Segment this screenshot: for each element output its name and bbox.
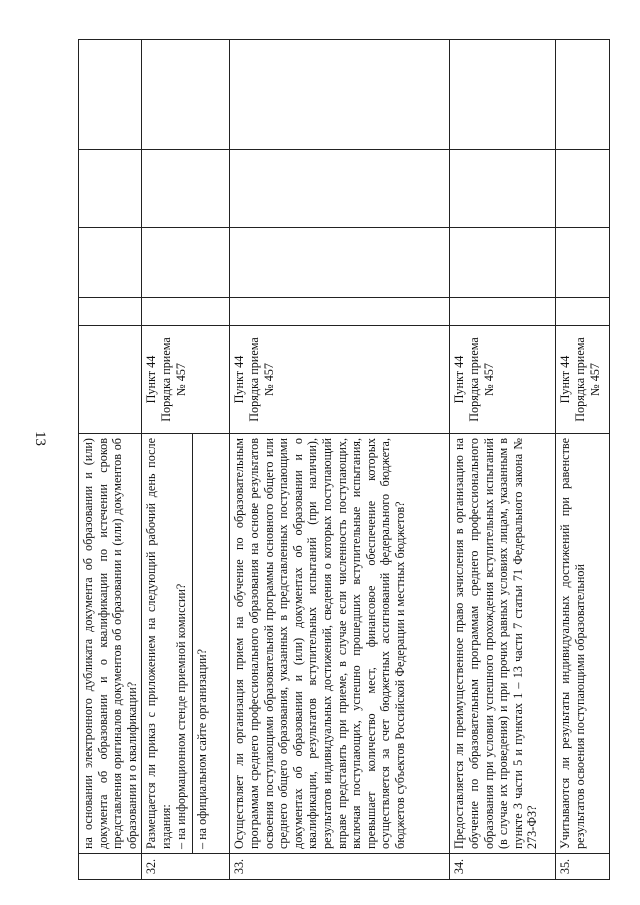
question-main: Размещается ли приказ с приложением на следующий рабочий день после издания: [144, 438, 173, 849]
answer-cell [142, 150, 230, 228]
legal-reference [556, 326, 610, 434]
checklist-table [78, 39, 610, 880]
ref-line: Порядка приема № 457 [246, 337, 276, 422]
answer-cell [450, 298, 556, 326]
notes-cell [450, 40, 556, 150]
row-number: 33. [230, 854, 450, 880]
ref-line: Пункт 44 [452, 355, 467, 404]
notes-cell [556, 40, 610, 150]
table-row [79, 40, 142, 880]
answer-cell [556, 298, 610, 326]
question-text: на основании электронного дубликата документа об образовании и (или) документа об образовании и о квалификации по истечении сроков представления оригиналов документов об образовании и (или) документов об образовании и о квалификации? [79, 434, 142, 854]
legal-reference [450, 326, 556, 434]
answer-cell [230, 298, 450, 326]
row-number: 35. [556, 854, 610, 880]
ref-line: Порядка приема № 457 [466, 337, 496, 422]
rotated-page [78, 40, 608, 880]
question-text: Предоставляется ли преимущественное право зачисления в организацию на обучение по образовательным программам среднего профессионального образования при условии успешного прохождения вступительных испытаний (в случае их проведения) и при прочих равных условиях лицам, указанным в пункте 3 части 5 и пунктах 1 – 13 части 7 статьи 71 Федерального закона № 273-ФЗ? [450, 434, 556, 854]
row-number: 34. [450, 854, 556, 880]
notes-cell [79, 40, 142, 150]
answer-cell [450, 228, 556, 298]
ref-line: Порядка приема № 457 [158, 337, 188, 422]
ref-line: Пункт 44 [144, 355, 159, 404]
question-sub-item: – на официальном сайте организации? [192, 434, 210, 853]
table-row [450, 40, 556, 880]
legal-reference [142, 326, 230, 434]
legal-reference [230, 326, 450, 434]
answer-cell [556, 150, 610, 228]
question-sub-item: – на информационном стенде приемной комиссии? [173, 583, 188, 849]
answer-cell [79, 298, 142, 326]
table-row [230, 40, 450, 880]
legal-reference [79, 326, 142, 434]
table-row [142, 40, 230, 880]
ref-line: Пункт 44 [558, 355, 573, 404]
answer-cell [142, 298, 230, 326]
question-text: Учитываются ли результаты индивидуальных достижений при равенстве результатов освоения поступающими образовательной [556, 434, 610, 854]
row-number [79, 854, 142, 880]
answer-cell [556, 228, 610, 298]
ref-line: Пункт 44 [232, 355, 247, 404]
question-text: Осуществляет ли организация прием на обучение по образовательным программам среднего профессионального образования на основе результатов освоения поступающими образовательной программы основного общего или среднего общего образования, указанных в представленных поступающими документах об образовании и (или) документах об образовании и о квалификации, результатов вступительных испытаний (при наличии), результатов индивидуальных достижений, сведения о которых поступающий вправе представить при приеме, в случае если численность поступающих, включая поступающих, успешно прошедших вступительные испытания, превышает количество мест, финансовое обеспечение которых осуществляется за счет бюджетных ассигнований федерального бюджета, бюджетов субъектов Российской Федерации и местных бюджетов? [230, 434, 450, 854]
answer-cell [230, 150, 450, 228]
answer-cell [142, 228, 230, 298]
notes-cell [230, 40, 450, 150]
answer-cell [79, 150, 142, 228]
page-number: 13 [32, 431, 48, 446]
answer-cell [450, 150, 556, 228]
answer-cell [230, 228, 450, 298]
row-number: 32. [142, 854, 230, 880]
table-row [556, 40, 610, 880]
answer-cell [79, 228, 142, 298]
ref-line: Порядка приема № 457 [572, 337, 602, 422]
question-text [142, 434, 230, 854]
notes-cell [142, 40, 230, 150]
